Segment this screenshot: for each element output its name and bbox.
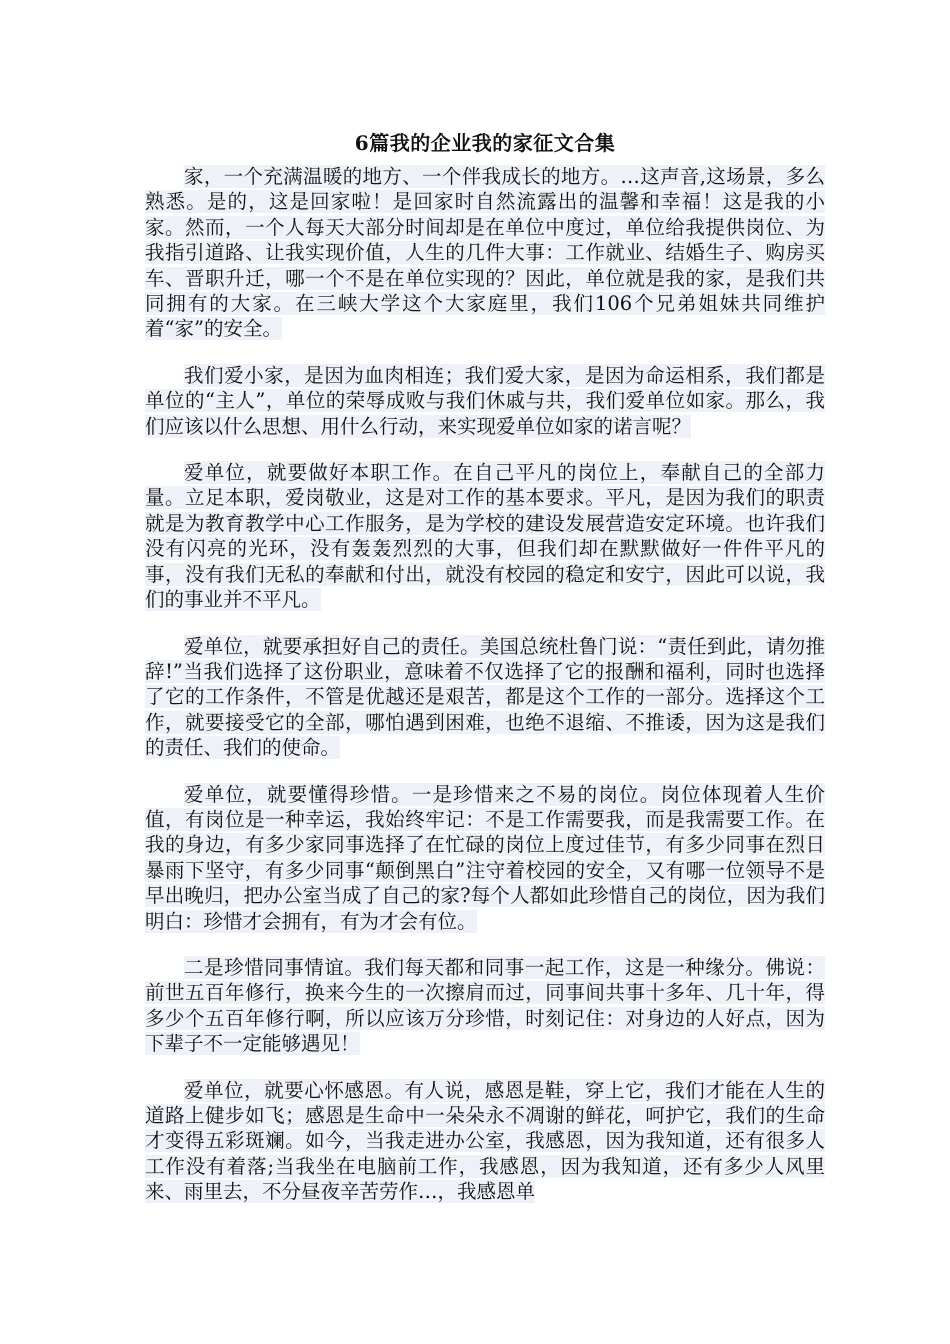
paragraph-3-text: 爱单位，就要做好本职工作。在自己平凡的岗位上，奉献自己的全部力量。立足本职，爱岗敬业，这是对工作的基本要求。平凡，是因为我们的职责就是为教育教学中心工作服务，是为学校的建设发展营造安定环境。也许我们没有闪亮的光环，没有轰轰烈烈的大事，但我们却在默默做好一件件平凡的事，没有我们无私的奉献和付出，就没有校园的稳定和安宁，因此可以说，我们的事业并不平凡。 xyxy=(145,461,825,612)
paragraph-5 xyxy=(145,782,825,934)
paragraph-6 xyxy=(145,955,825,1057)
paragraph-6-text: 二是珍惜同事情谊。我们每天都和同事一起工作，这是一种缘分。佛说：前世五百年修行，换来今生的一次擦肩而过，同事间共事十多年、几十年，得多少个五百年修行啊，所以应该万分珍惜，时刻记住：对身边的人好点，因为下辈子不一定能够遇见！ xyxy=(145,955,825,1056)
paragraph-1 xyxy=(145,164,825,342)
paragraph-7-text: 爱单位，就要心怀感恩。有人说，感恩是鞋，穿上它，我们才能在人生的道路上健步如飞；感恩是生命中一朵朵永不凋谢的鲜花，呵护它，我们的生命才变得五彩斑斓。如今，当我走进办公室，我感恩，因为我知道，还有很多人工作没有着落;当我坐在电脑前工作，我感恩，因为我知道，还有多少人风里来、雨里去，不分昼夜辛苦劳作…，我感恩单 xyxy=(145,1078,825,1204)
paragraph-7 xyxy=(145,1078,825,1205)
paragraph-2-text: 我们爱小家，是因为血肉相连；我们爱大家，是因为命运相系，我们都是单位的“主人”，单位的荣辱成败与我们休戚与共，我们爱单位如家。那么，我们应该以什么思想、用什么行动，来实现爱单位如家的诺言呢？ xyxy=(145,363,825,438)
paragraph-2 xyxy=(145,363,825,439)
paragraph-3 xyxy=(145,460,825,612)
paragraph-4 xyxy=(145,634,825,761)
document-page xyxy=(145,126,825,1226)
paragraph-5-text: 爱单位，就要懂得珍惜。一是珍惜来之不易的岗位。岗位体现着人生价值，有岗位是一种幸运，我始终牢记：不是工作需要我，而是我需要工作。在我的身边，有多少家同事选择了在忙碌的岗位上度过佳节，有多少同事在烈日暴雨下坚守，有多少同事“颠倒黑白”注守着校园的安全，又有哪一位领导不是早出晚归，把办公室当成了自己的家?每个人都如此珍惜自己的岗位，因为我们明白：珍惜才会拥有，有为才会有位。 xyxy=(145,782,825,933)
document-title: 6篇我的企业我的家征文合集 xyxy=(354,131,616,155)
paragraph-4-text: 爱单位，就要承担好自己的责任。美国总统杜鲁门说：“责任到此，请勿推辞!”当我们选择了这份职业，意味着不仅选择了它的报酬和福利，同时也选择了它的工作条件，不管是优越还是艰苦，都是这个工作的一部分。选择这个工作，就要接受它的全部，哪怕遇到困难，也绝不退缩、不推诿，因为这是我们的责任、我们的使命。 xyxy=(145,634,825,760)
paragraph-1-text: 家，一个充满温暖的地方、一个伴我成长的地方。…这声音,这场景，多么熟悉。是的，这是回家啦！是回家时自然流露出的温馨和幸福！这是我的小家。然而，一个人每天大部分时间却是在单位中度过，单位给我提供岗位、为我指引道路、让我实现价值，人生的几件大事：工作就业、结婚生子、购房买车、晋职升迁，哪一个不是在单位实现的？因此，单位就是我的家，是我们共同拥有的大家。在三峡大学这个大家庭里，我们106个兄弟姐妹共同维护着“家”的安全。 xyxy=(145,165,825,341)
